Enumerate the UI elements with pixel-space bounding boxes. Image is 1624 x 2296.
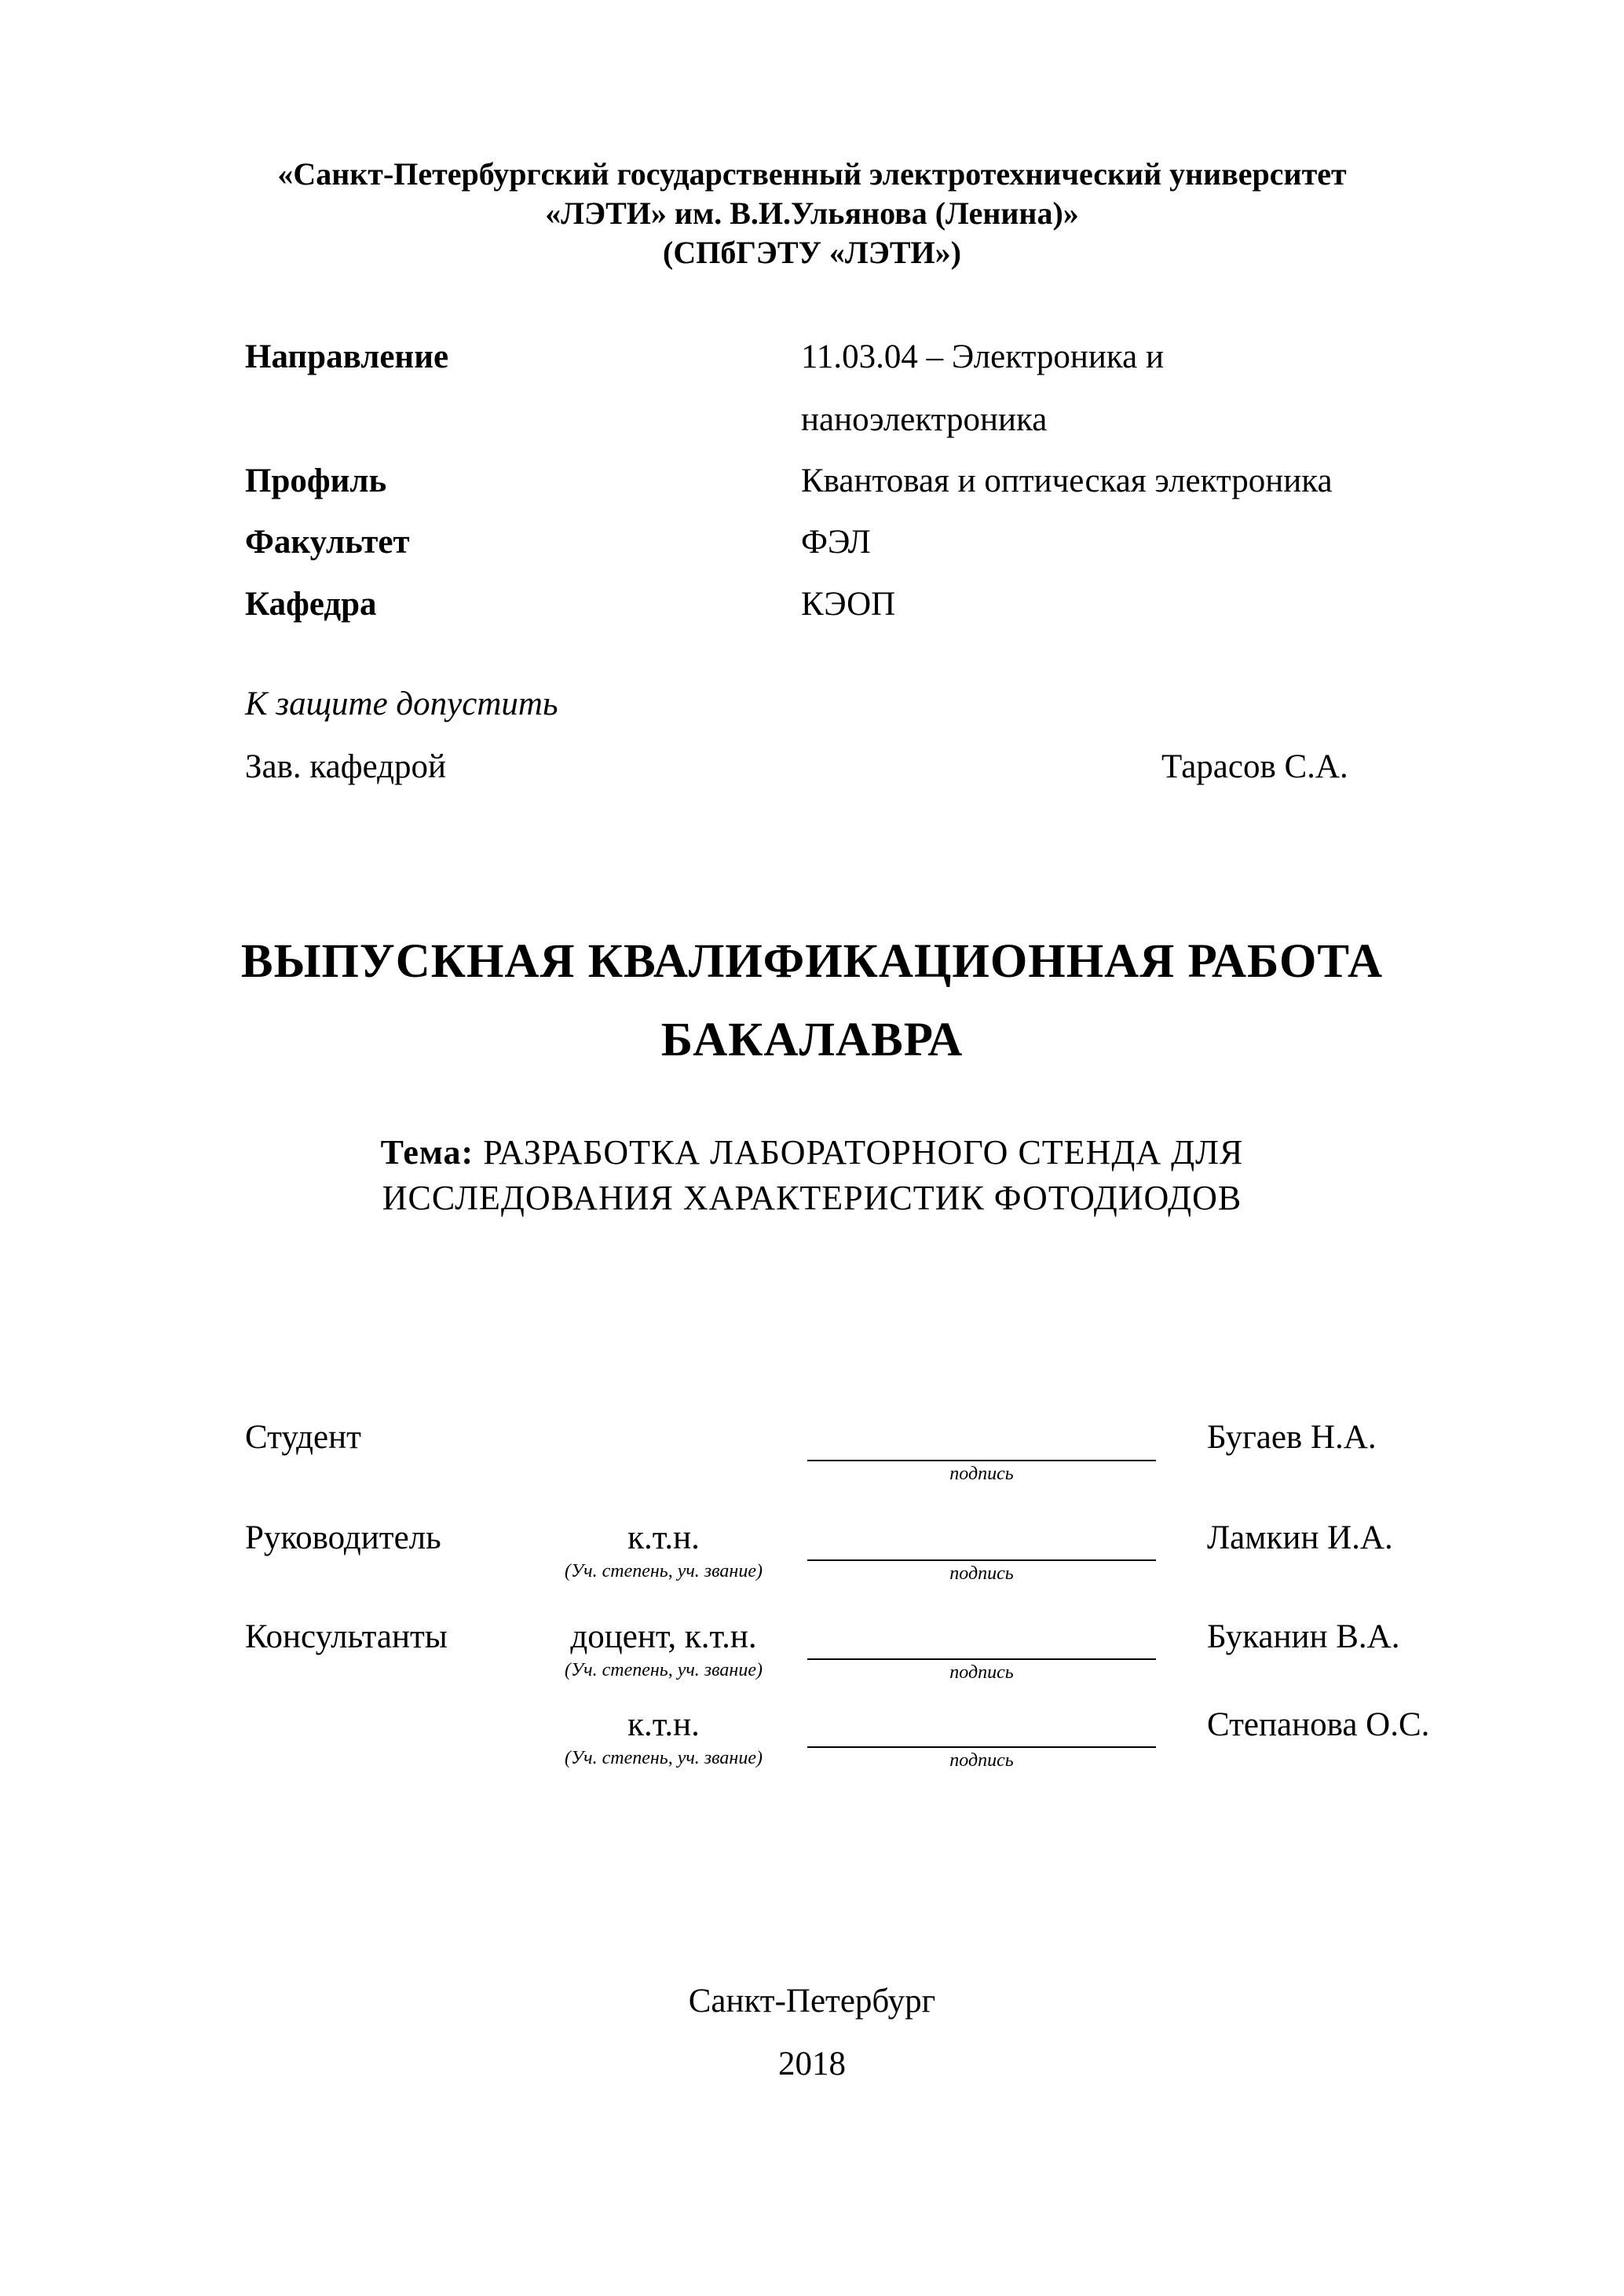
consultant1-degree: доцент, к.т.н.	[570, 1618, 757, 1655]
student-signature-caption: подпись	[949, 1464, 1014, 1484]
theme-line1	[0, 1132, 1624, 1172]
consultant2-signature-line	[807, 1746, 1156, 1748]
document-title-line2: БАКАЛАВРА	[660, 1014, 964, 1066]
year: 2018	[778, 2046, 846, 2082]
university-name-line2: «ЛЭТИ» им. В.И.Ульянова (Ленина)»	[545, 196, 1079, 231]
consultant2-signature-caption: подпись	[949, 1750, 1014, 1771]
head-of-department-name: Тарасов С.А.	[1161, 748, 1348, 785]
consultant1-signature-caption: подпись	[949, 1662, 1014, 1683]
city: Санкт-Петербург	[688, 1983, 936, 2020]
document-title-line1: ВЫПУСКНАЯ КВАЛИФИКАЦИОННАЯ РАБОТА	[240, 935, 1384, 988]
university-name-line1: «Санкт-Петербургский государственный электротехнический университет	[277, 156, 1347, 192]
supervisor-degree-caption: (Уч. степень, уч. звание)	[565, 1561, 763, 1581]
supervisor-signature-line	[807, 1559, 1156, 1561]
supervisor-role: Руководитель	[245, 1519, 441, 1556]
theme-text-line2: ИССЛЕДОВАНИЯ ХАРАКТЕРИСТИК ФОТОДИОДОВ	[382, 1179, 1242, 1217]
consultant1-degree-caption: (Уч. степень, уч. звание)	[565, 1660, 763, 1680]
theme-label: Тема:	[380, 1133, 474, 1172]
profile-label: Профиль	[245, 462, 387, 499]
consultant2-degree-caption: (Уч. степень, уч. звание)	[565, 1748, 763, 1768]
admit-to-defense: К защите допустить	[245, 686, 558, 722]
department-label: Кафедра	[245, 586, 377, 623]
consultant2-degree: к.т.н.	[627, 1706, 700, 1743]
student-role: Студент	[245, 1419, 361, 1456]
direction-value-continued: наноэлектроника	[801, 401, 1048, 438]
supervisor-name: Ламкин И.А.	[1207, 1519, 1393, 1556]
consultant1-signature-line	[807, 1658, 1156, 1660]
direction-value: 11.03.04 – Электроника и	[801, 338, 1165, 375]
supervisor-signature-caption: подпись	[949, 1563, 1014, 1584]
consultants-role: Консультанты	[245, 1618, 448, 1655]
consultant2-name: Степанова О.С.	[1207, 1706, 1430, 1743]
university-abbreviation: (СПбГЭТУ «ЛЭТИ»)	[663, 235, 961, 270]
student-name: Бугаев Н.А.	[1207, 1419, 1377, 1456]
profile-value: Квантовая и оптическая электроника	[801, 462, 1333, 499]
head-of-department-label: Зав. кафедрой	[245, 748, 447, 785]
supervisor-degree: к.т.н.	[627, 1519, 700, 1556]
student-signature-line	[807, 1460, 1156, 1461]
faculty-value: ФЭЛ	[801, 524, 871, 561]
consultant1-name: Буканин В.А.	[1207, 1618, 1400, 1655]
theme-text-line1: РАЗРАБОТКА ЛАБОРАТОРНОГО СТЕНДА ДЛЯ	[483, 1133, 1244, 1172]
department-value: КЭОП	[801, 586, 896, 623]
faculty-label: Факультет	[245, 524, 410, 561]
direction-label: Направление	[245, 338, 449, 375]
